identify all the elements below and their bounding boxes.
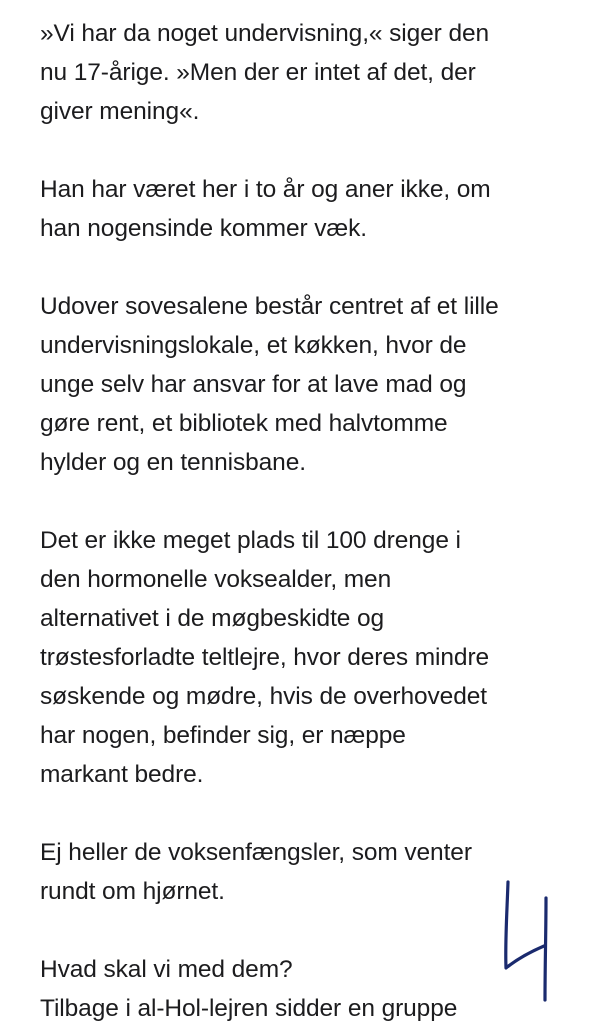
handwritten-stroke-left [506,882,544,968]
handwritten-page-number-4 [494,872,574,1012]
article-question: Hvad skal vi med dem? [40,956,293,983]
article-paragraph-6: Tilbage i al-Hol-lejren sidder en gruppe [40,995,458,1022]
article-paragraph-1: »Vi har da noget undervisning,« siger den nu 17-årige. »Men der er intet af det, der giver mening«. [40,20,490,125]
article-paragraph-4: Det er ikke meget plads til 100 drenge i den hormonelle voksealder, men alternativet i de møgbeskidte og trøstesforladte teltlejre, hvor deres mindre søskende og mødre, hvis de overhovedet har nogen, befinder sig, er næppe markant bedre. [40,527,490,788]
article-paragraph-3: Udover sovesalene består centret af et lille undervisningslokale, et køkken, hvor de unge selv har ansvar for at lave mad og gøre rent, et bibliotek med halvtomme hylder og en tennisbane. [40,293,499,476]
article-paragraph-2: Han har været her i to år og aner ikke, om han nogensinde kommer væk. [40,176,491,242]
handwritten-stroke-right [545,898,546,1000]
article-paragraph-5: Ej heller de voksenfængsler, som venter rundt om hjørnet. [40,839,472,905]
